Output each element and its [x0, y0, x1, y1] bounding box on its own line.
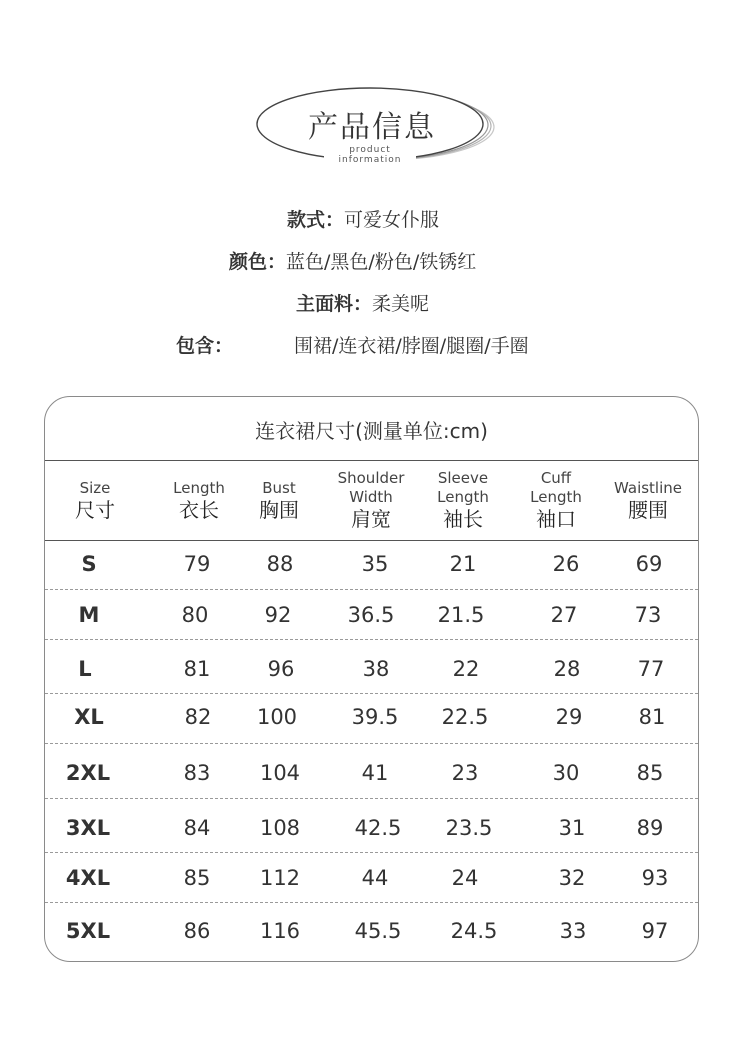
header-waistline: Waistline 腰围 [614, 479, 682, 522]
row-divider [45, 743, 698, 744]
info-includes-label: 包含： [176, 335, 234, 357]
info-fabric-value: 柔美呢 [372, 293, 430, 315]
info-style [287, 205, 439, 232]
header-cuff-length: Cuff Length 袖口 [530, 469, 582, 531]
header-shoulder-width: Shoulder Width 肩宽 [337, 469, 405, 531]
subtitle-line-2: information [338, 155, 402, 165]
table-header-top-line [45, 460, 698, 461]
info-style-value: 可爱女仆服 [344, 209, 440, 231]
info-color [229, 247, 476, 274]
row-divider [45, 589, 698, 590]
info-style-label: 款式： [287, 209, 345, 231]
size-table: 连衣裙尺寸(测量单位:cm) Size 尺寸 Length 衣长 Bust 胸围 Shoulder Width 肩宽 Sleeve Length 袖长 Cuff Length 袖口 Waistline 腰围 S 79 88 35 21 26 69 M 80 92 36.5 21.5 27 73 L 81 96 38 22 28 77 XL 82 100 39.5 22.5 29 81 2XL 83 104 41 23 30 85 3XL 84 108 42.5 23.5 31 89 4XL 85 112 44 24 32 93 5XL 86 116 45.5 24.5 33 97 [44, 396, 699, 962]
page-subtitle [314, 145, 426, 165]
subtitle-line-1: product [349, 145, 391, 155]
info-fabric [296, 289, 429, 316]
info-includes-value: 围裙/连衣裙/脖圈/腿圈/手圈 [294, 335, 529, 357]
row-divider [45, 693, 698, 694]
row-divider [45, 852, 698, 853]
header-bust: Bust 胸围 [259, 479, 299, 522]
product-info-badge [254, 84, 502, 168]
table-header-bottom-line [45, 540, 698, 541]
page-title: 产品信息 [308, 110, 436, 145]
row-divider [45, 902, 698, 903]
header-sleeve-length: Sleeve Length 袖长 [437, 469, 489, 531]
info-includes [176, 331, 233, 358]
row-divider [45, 798, 698, 799]
info-color-value: 蓝色/黑色/粉色/铁锈红 [286, 251, 477, 273]
header-length: Length 衣长 [173, 479, 225, 522]
row-divider [45, 639, 698, 640]
info-color-label: 颜色： [229, 251, 287, 273]
size-table-title: 连衣裙尺寸(测量单位:cm) [255, 419, 488, 443]
info-fabric-label: 主面料： [296, 293, 373, 315]
header-size: Size 尺寸 [75, 479, 115, 522]
